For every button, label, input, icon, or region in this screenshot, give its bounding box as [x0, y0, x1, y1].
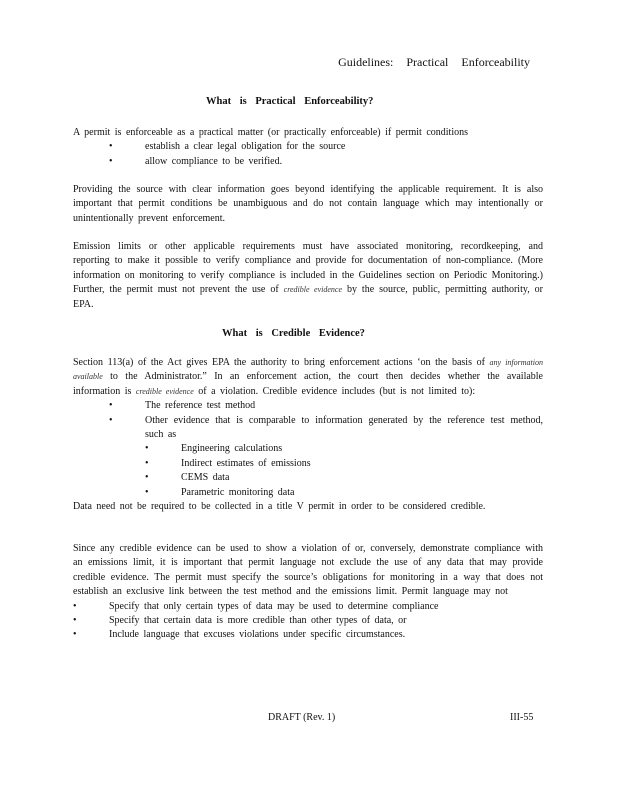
list-item — [73, 399, 543, 413]
footer-draft-label: DRAFT (Rev. 1) — [268, 712, 336, 723]
list-item-text: CEMS data — [181, 472, 230, 484]
list-item — [73, 414, 543, 443]
page-number: III-55 — [510, 712, 534, 723]
section1-intro: A permit is enforceable as a practical matter (or practically enforceable) if permit conditions — [73, 127, 468, 138]
bullet-icon: • — [73, 600, 77, 612]
section1-paragraph-3 — [73, 240, 543, 312]
section1-intro-block — [73, 126, 543, 169]
sub-list-item — [73, 486, 543, 500]
paragraph-text: by the source, public, permitting authority, or EPA. — [73, 284, 544, 310]
section2-paragraph-1 — [73, 356, 543, 514]
list-item-text: The reference test method — [145, 400, 256, 412]
bullet-icon: • — [109, 141, 113, 153]
italic-term: any information available — [73, 358, 543, 382]
bullet-icon: • — [145, 443, 149, 455]
section-heading-credible-evidence: What is Credible Evidence? — [222, 328, 365, 339]
italic-term: credible evidence — [135, 386, 194, 396]
paragraph-text: of a violation. Credible evidence includes (but is not limited to): — [198, 385, 476, 397]
bullet-icon: • — [73, 615, 77, 627]
list-item — [73, 155, 543, 169]
bullet-icon: • — [73, 629, 77, 641]
paragraph-text: Providing the source with clear information goes beyond identifying the applicable requirement. It is also important that permit conditions be unambiguous and do not contain language which may intentionally or unintentionally prevent enforcement. — [73, 184, 543, 224]
list-item-text: allow compliance to be verified. — [145, 155, 283, 167]
sub-list-item — [73, 457, 543, 471]
paragraph-text: Emission limits or other applicable requirements must have associated monitoring, recordkeeping, and reporting to make it possible to verify compliance and provide for documentation of non-compliance. (More information on monitoring to verify compliance is included in the Guidelines section on Periodic Monitoring.) Further, the permit must not prevent the use of — [73, 241, 543, 296]
list-item — [73, 600, 543, 614]
bullet-icon: • — [145, 457, 149, 469]
list-item-text: Other evidence that is comparable to information generated by the reference test method, such as — [145, 414, 543, 441]
list-item-text: Specify that certain data is more credible than other types of data, or — [109, 615, 407, 627]
list-item-text: Indirect estimates of emissions — [181, 457, 311, 469]
sub-list-item — [73, 442, 543, 456]
bullet-icon: • — [109, 400, 113, 412]
list-item — [73, 614, 543, 628]
bullet-icon: • — [109, 414, 113, 426]
paragraph-text: Since any credible evidence can be used to show a violation of or, conversely, demonstrate compliance with an emissions limit, it is important that permit language not exclude the use of any data that may provide credible evidence. The permit must specify the source’s obligations for monitoring in a way that does not establish an exclusive link between the test method and the emissions limit. Permit language may not — [73, 543, 543, 598]
section2-paragraph-3 — [73, 542, 543, 643]
bullet-icon: • — [145, 472, 149, 484]
list-item-text: establish a clear legal obligation for the source — [145, 141, 346, 153]
bullet-icon: • — [109, 155, 113, 167]
italic-term: credible evidence — [283, 285, 342, 295]
list-item-text: Specify that only certain types of data may be used to determine compliance — [109, 600, 439, 612]
section1-paragraph-2 — [73, 183, 543, 226]
sub-list-item — [73, 471, 543, 485]
paragraph-text: to the Administrator.” In an enforcement action, the court then decides whether the available information is — [73, 371, 544, 397]
paragraph-text: Data need not be required to be collected in a title V permit in order to be considered credible. — [73, 501, 486, 513]
list-item-text: Include language that excuses violations under specific circumstances. — [109, 629, 406, 641]
list-item — [73, 140, 543, 154]
section-heading-practical-enforceability: What is Practical Enforceability? — [206, 96, 374, 107]
list-item-text: Parametric monitoring data — [181, 486, 295, 498]
list-item — [73, 628, 543, 642]
bullet-icon: • — [145, 486, 149, 498]
list-item-text: Engineering calculations — [181, 443, 283, 455]
paragraph-text: Section 113(a) of the Act gives EPA the authority to bring enforcement actions ‘on the basis of — [73, 357, 485, 368]
page-header: Guidelines: Practical Enforceability — [338, 55, 530, 69]
